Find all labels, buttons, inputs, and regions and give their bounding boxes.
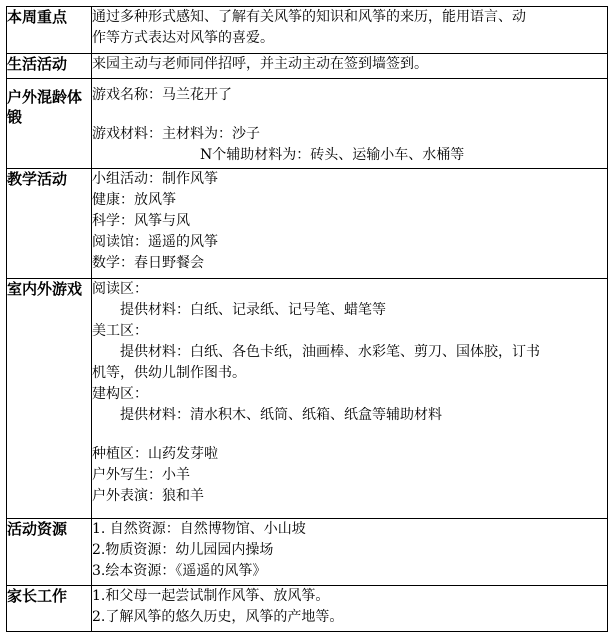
weekly-plan-table (6, 6, 608, 632)
row-parents (7, 586, 608, 632)
build-materials: 提供材料：清水积木、纸筒、纸箱、纸盒等辅助材料 (120, 407, 442, 423)
resources-content (92, 519, 608, 586)
row-indoor (7, 279, 608, 519)
teaching-item: 数学：春日野餐会 (92, 255, 204, 271)
focus-line-1: 通过多种形式感知、了解有关风筝的知识和风筝的来历，能用语言、动 (92, 9, 526, 25)
row-label-parents: 家长工作 (7, 586, 92, 632)
teaching-item: 阅读馆：遥遥的风筝 (92, 234, 218, 250)
row-label-life: 生活活动 (7, 54, 92, 79)
teaching-item: 小组活动：制作风筝 (92, 171, 218, 187)
row-label-focus: 本周重点 (7, 7, 92, 54)
focus-line-2: 作等方式表达对风筝的喜爱。 (92, 30, 274, 46)
resource-item: 2.物质资源：幼儿园园内操场 (92, 542, 274, 558)
outdoor-content (92, 79, 608, 169)
planting-area: 种植区：山药发芽啦 (92, 446, 218, 462)
life-content (92, 54, 608, 79)
row-teaching (7, 169, 608, 279)
outdoor-sketch: 户外写生：小羊 (92, 467, 190, 483)
row-label-indoor: 室内外游戏 (7, 279, 92, 519)
teaching-item: 科学：风筝与风 (92, 213, 190, 229)
life-text: 来园主动与老师同伴招呼，并主动主动在签到墙签到。 (92, 56, 428, 72)
build-area: 建构区： (92, 386, 148, 402)
teaching-item: 健康：放风筝 (92, 192, 176, 208)
focus-content (92, 7, 608, 54)
row-label-outdoor: 户外混龄体锻 (7, 79, 92, 169)
reading-area: 阅读区： (92, 281, 148, 297)
resource-item: 3.绘本资源：《遥遥的风筝》 (92, 563, 267, 579)
art-materials: 提供材料：白纸、各色卡纸，油画棒、水彩笔、剪刀、国体胶，订书 (120, 344, 540, 360)
outdoor-aux-materials: N个辅助材料为：砖头、运输小车、水桶等 (200, 147, 465, 163)
reading-materials: 提供材料：白纸、记录纸、记号笔、蜡笔等 (120, 302, 386, 318)
outdoor-game-name: 游戏名称：马兰花开了 (92, 87, 232, 103)
row-outdoor (7, 79, 608, 169)
outdoor-perform: 户外表演：狼和羊 (92, 488, 204, 504)
row-label-resources: 活动资源 (7, 519, 92, 586)
parent-item: 1.和父母一起尝试制作风筝、放风筝。 (92, 588, 330, 604)
art-materials-cont: 机等，供幼儿制作图书。 (92, 365, 246, 381)
resource-item: 1. 自然资源：自然博物馆、小山坡 (92, 521, 306, 537)
parents-content (92, 586, 608, 632)
art-area: 美工区： (92, 323, 148, 339)
row-life (7, 54, 608, 79)
teaching-content (92, 169, 608, 279)
outdoor-materials: 游戏材料：主材料为：沙子 (92, 126, 260, 142)
row-label-teaching: 教学活动 (7, 169, 92, 279)
indoor-content (92, 279, 608, 519)
parent-item: 2.了解风筝的悠久历史，风筝的产地等。 (92, 609, 344, 625)
row-focus (7, 7, 608, 54)
row-resources (7, 519, 608, 586)
